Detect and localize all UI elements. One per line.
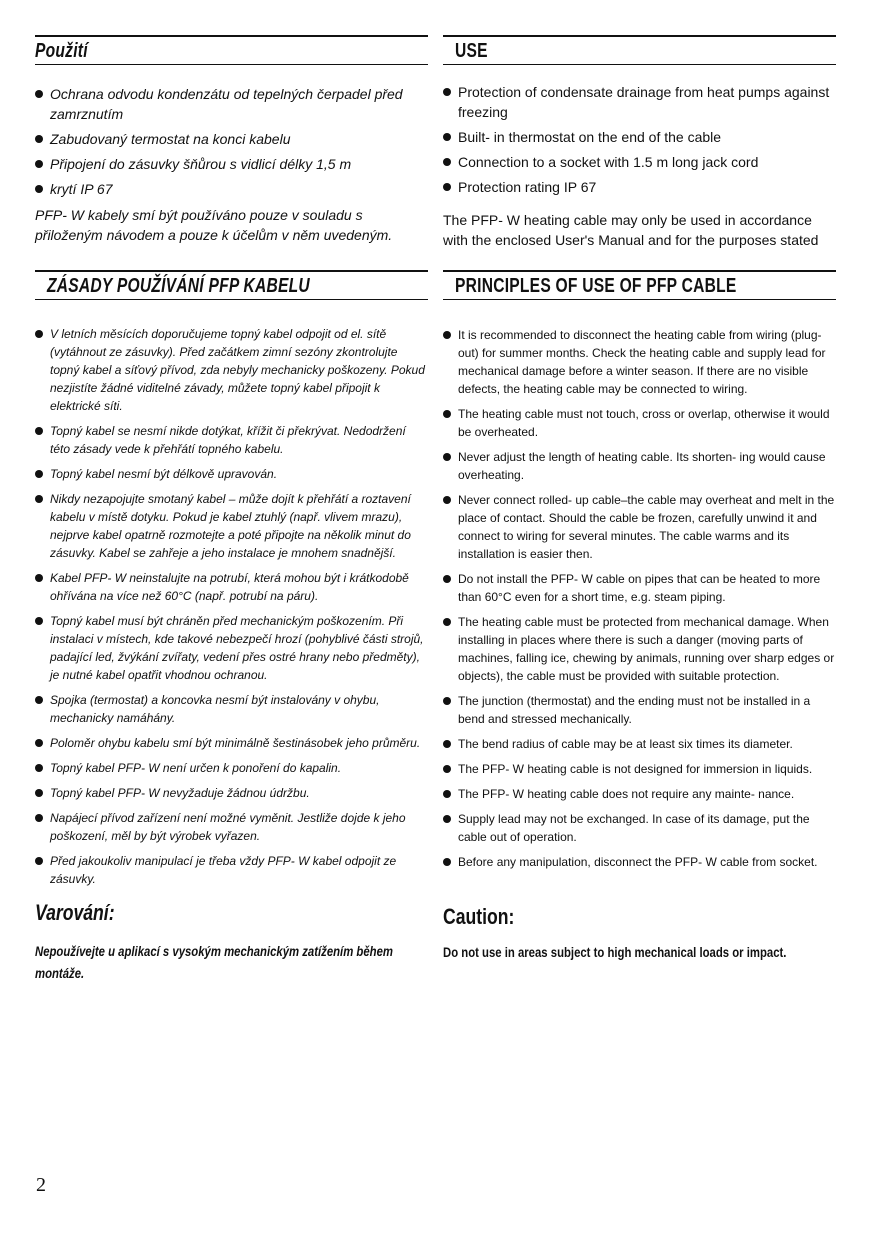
list-item: Never connect rolled- up cable–the cable may overheat and melt in the place of contact. Should the cable be frozen, carefully unwind it and connect to wiring for several minutes. The cable warms and its installation is easier then. — [443, 491, 836, 563]
bullet-icon — [35, 764, 43, 772]
page-number: 2 — [36, 1174, 46, 1196]
cz-caution-title: Varování: — [35, 900, 115, 925]
list-item: Spojka (termostat) a koncovka nesmí být instalovány v ohybu, mechanicky namáhány. — [35, 691, 428, 727]
en-caution-text: Do not use in areas subject to high mechanical loads or impact. — [443, 944, 787, 960]
bullet-icon — [443, 453, 451, 461]
bullet-icon — [35, 696, 43, 704]
bullet-icon — [443, 618, 451, 626]
list-item: V letních měsících doporučujeme topný kabel odpojit od el. sítě (vytáhnout ze zásuvky). Před začátkem zimní sezóny zkontrolujte topný kabel a síťový přívod, zda nebyly mechanicky poškozeny. Pokud nezjistíte žádné viditelné závady, můžete topný kabel připojit k elektrické síti. — [35, 325, 428, 415]
bullet-icon — [35, 330, 43, 338]
list-item: The PFP- W heating cable is not designed for immersion in liquids. — [443, 760, 836, 778]
bullet-icon — [443, 815, 451, 823]
bullet-icon — [443, 740, 451, 748]
bullet-icon — [35, 857, 43, 865]
list-item: Built- in thermostat on the end of the cable — [443, 127, 836, 147]
cz-principles-heading — [35, 270, 428, 300]
list-item: Do not install the PFP- W cable on pipes that can be heated to more than 60°C even for a short time, e.g. steam piping. — [443, 570, 836, 606]
cz-principles-list — [35, 325, 428, 895]
list-item: Topný kabel nesmí být délkově upravován. — [35, 465, 428, 483]
bullet-icon — [443, 158, 451, 166]
cz-use-list — [35, 84, 428, 204]
list-item: Nikdy nezapojujte smotaný kabel – může dojít k přehřátí a roztavení kabelu v místě dotyku. Pokud je kabel ztuhlý (např. vlivem mrazu), nejprve kabel opatrně rozmotejte a poté připojte na několik minut do zásuvky. Kabel se zahřeje a jeho instalace je mnohem snadnější. — [35, 490, 428, 562]
en-use-note: The PFP- W heating cable may only be used in accordance with the enclosed User's Manual and for the purposes stated — [443, 212, 819, 248]
bullet-icon — [443, 410, 451, 418]
bullet-icon — [35, 574, 43, 582]
list-item: Poloměr ohybu kabelu smí být minimálně šestinásobek jeho průměru. — [35, 734, 428, 752]
list-item: krytí IP 67 — [35, 179, 428, 199]
list-item: Connection to a socket with 1.5 m long jack cord — [443, 152, 836, 172]
bullet-icon — [443, 575, 451, 583]
bullet-icon — [35, 495, 43, 503]
list-item: The heating cable must be protected from mechanical damage. When installing in places where there is such a danger (moving parts of machines, falling ice, chewing by animals, running over sharp edges or objects), the cable must be provided with suitable protection. — [443, 613, 836, 685]
en-caution-title: Caution: — [443, 904, 515, 929]
list-item: Topný kabel se nesmí nikde dotýkat, křížit či překrývat. Nedodržení této zásady vede k přehřátí topného kabelu. — [35, 422, 428, 458]
list-item: Before any manipulation, disconnect the PFP- W cable from socket. — [443, 853, 836, 871]
list-item: Supply lead may not be exchanged. In case of its damage, put the cable out of operation. — [443, 810, 836, 846]
list-item: Never adjust the length of heating cable. Its shorten- ing would cause overheating. — [443, 448, 836, 484]
bullet-icon — [443, 183, 451, 191]
list-item: Před jakoukoliv manipulací je třeba vždy PFP- W kabel odpojit ze zásuvky. — [35, 852, 428, 888]
list-item: Ochrana odvodu kondenzátu od tepelných čerpadel před zamrznutím — [35, 84, 428, 124]
list-item: The bend radius of cable may be at least six times its diameter. — [443, 735, 836, 753]
bullet-icon — [443, 133, 451, 141]
bullet-icon — [35, 789, 43, 797]
cz-use-title: Použití — [35, 40, 88, 62]
bullet-icon — [35, 470, 43, 478]
bullet-icon — [35, 90, 43, 98]
list-item: Topný kabel PFP- W není určen k ponoření do kapalin. — [35, 759, 428, 777]
cz-caution-text: Nepoužívejte u aplikací s vysokým mechanickým zatížením během montáže. — [35, 943, 393, 981]
bullet-icon — [443, 858, 451, 866]
en-principles-list — [443, 326, 836, 878]
en-use-heading — [443, 35, 836, 65]
list-item: Protection rating IP 67 — [443, 177, 836, 197]
bullet-icon — [35, 185, 43, 193]
list-item: The heating cable must not touch, cross or overlap, otherwise it would be overheated. — [443, 405, 836, 441]
bullet-icon — [443, 697, 451, 705]
bullet-icon — [35, 427, 43, 435]
cz-use-heading — [35, 35, 428, 65]
list-item: It is recommended to disconnect the heating cable from wiring (plug- out) for summer months. Check the heating cable and supply lead for mechanical damage before a winter season. If there are no visible defects, the heating cable may be connected to wiring. — [443, 326, 836, 398]
bullet-icon — [443, 790, 451, 798]
bullet-icon — [35, 739, 43, 747]
list-item: The PFP- W heating cable does not require any mainte- nance. — [443, 785, 836, 803]
list-item: Připojení do zásuvky šňůrou s vidlicí délky 1,5 m — [35, 154, 428, 174]
en-principles-heading — [443, 270, 836, 300]
en-principles-title: PRINCIPLES OF USE OF PFP CABLE — [455, 275, 737, 297]
list-item: Topný kabel PFP- W nevyžaduje žádnou údržbu. — [35, 784, 428, 802]
list-item: Kabel PFP- W neinstalujte na potrubí, která mohou být i krátkodobě ohřívána na více než 60°C (např. potrubí na páru). — [35, 569, 428, 605]
bullet-icon — [443, 765, 451, 773]
en-use-title: USE — [455, 40, 488, 62]
en-use-list — [443, 82, 836, 202]
cz-use-note: PFP- W kabely smí být používáno pouze v souladu s přiloženým návodem a pouze k účelům v něm uvedeným. — [35, 207, 393, 243]
list-item: Napájecí přívod zařízení není možné vyměnit. Jestliže dojde k jeho poškození, měl by být výrobek vyřazen. — [35, 809, 428, 845]
bullet-icon — [443, 331, 451, 339]
bullet-icon — [35, 160, 43, 168]
list-item: Zabudovaný termostat na konci kabelu — [35, 129, 428, 149]
list-item: The junction (thermostat) and the ending must not be installed in a bend and stressed mechanically. — [443, 692, 836, 728]
bullet-icon — [443, 88, 451, 96]
bullet-icon — [35, 814, 43, 822]
bullet-icon — [443, 496, 451, 504]
cz-principles-title: ZÁSADY POUŽÍVÁNÍ PFP KABELU — [47, 275, 310, 297]
list-item: Protection of condensate drainage from heat pumps against freezing — [443, 82, 836, 122]
bullet-icon — [35, 617, 43, 625]
list-item: Topný kabel musí být chráněn před mechanickým poškozením. Při instalaci v místech, kde takové nebezpečí hrozí (pohyblivé části strojů, padající led, žvýkání zvířaty, vedení přes ostré hrany nebo předměty), je nutné kabel opatřit vhodnou ochranou. — [35, 612, 428, 684]
bullet-icon — [35, 135, 43, 143]
